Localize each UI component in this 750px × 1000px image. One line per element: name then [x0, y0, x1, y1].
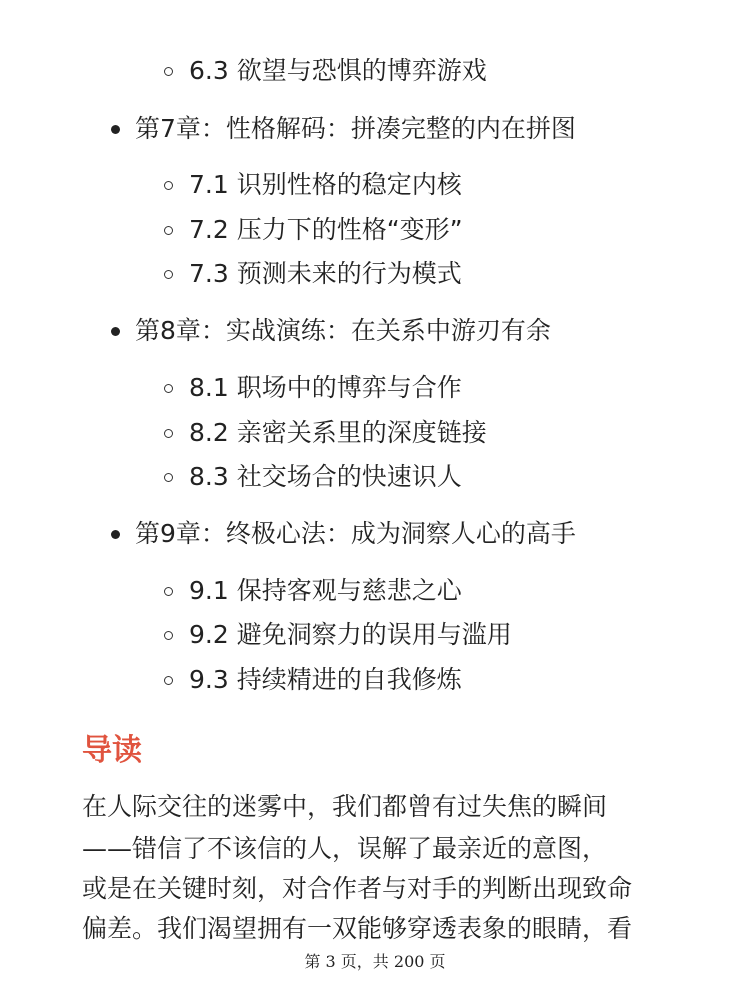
- toc-chapter-7: 第7章：性格解码：拼凑完整的内在拼图: [135, 114, 576, 143]
- solid-bullet-icon: [111, 530, 120, 539]
- hollow-bullet-icon: [164, 631, 173, 640]
- hollow-bullet-icon: [164, 587, 173, 596]
- hollow-bullet-icon: [164, 67, 173, 76]
- paragraph-line: 或是在关键时刻，对合作者与对手的判断出现致命: [82, 874, 633, 903]
- toc-subitem-7-1: 7.1 识别性格的稳定内核: [189, 170, 462, 199]
- toc-subitem-7-2: 7.2 压力下的性格“变形”: [189, 215, 463, 244]
- toc-chapter-8: 第8章：实战演练：在关系中游刃有余: [135, 316, 551, 345]
- solid-bullet-icon: [111, 125, 120, 134]
- section-heading-intro: 导读: [82, 733, 142, 768]
- hollow-bullet-icon: [164, 226, 173, 235]
- hollow-bullet-icon: [164, 473, 173, 482]
- solid-bullet-icon: [111, 327, 120, 336]
- hollow-bullet-icon: [164, 270, 173, 279]
- toc-subitem-8-2: 8.2 亲密关系里的深度链接: [189, 418, 487, 447]
- toc-subitem-6-3: 6.3 欲望与恐惧的博弈游戏: [189, 56, 487, 85]
- paragraph-line: 在人际交往的迷雾中，我们都曾有过失焦的瞬间: [82, 792, 608, 821]
- toc-subitem-9-1: 9.1 保持客观与慈悲之心: [189, 576, 462, 605]
- toc-subitem-8-3: 8.3 社交场合的快速识人: [189, 462, 462, 491]
- hollow-bullet-icon: [164, 181, 173, 190]
- toc-subitem-7-3: 7.3 预测未来的行为模式: [189, 259, 462, 288]
- hollow-bullet-icon: [164, 384, 173, 393]
- paragraph-line: 偏差。我们渴望拥有一双能够穿透表象的眼睛，看: [82, 914, 633, 943]
- toc-subitem-8-1: 8.1 职场中的博弈与合作: [189, 373, 462, 402]
- paragraph-line: ——错信了不该信的人，误解了最亲近的意图，: [82, 834, 608, 863]
- hollow-bullet-icon: [164, 429, 173, 438]
- toc-chapter-9: 第9章：终极心法：成为洞察人心的高手: [135, 519, 576, 548]
- page-number-footer: 第 3 页，共 200 页: [304, 952, 446, 971]
- hollow-bullet-icon: [164, 676, 173, 685]
- toc-subitem-9-3: 9.3 持续精进的自我修炼: [189, 665, 462, 694]
- toc-subitem-9-2: 9.2 避免洞察力的误用与滥用: [189, 620, 512, 649]
